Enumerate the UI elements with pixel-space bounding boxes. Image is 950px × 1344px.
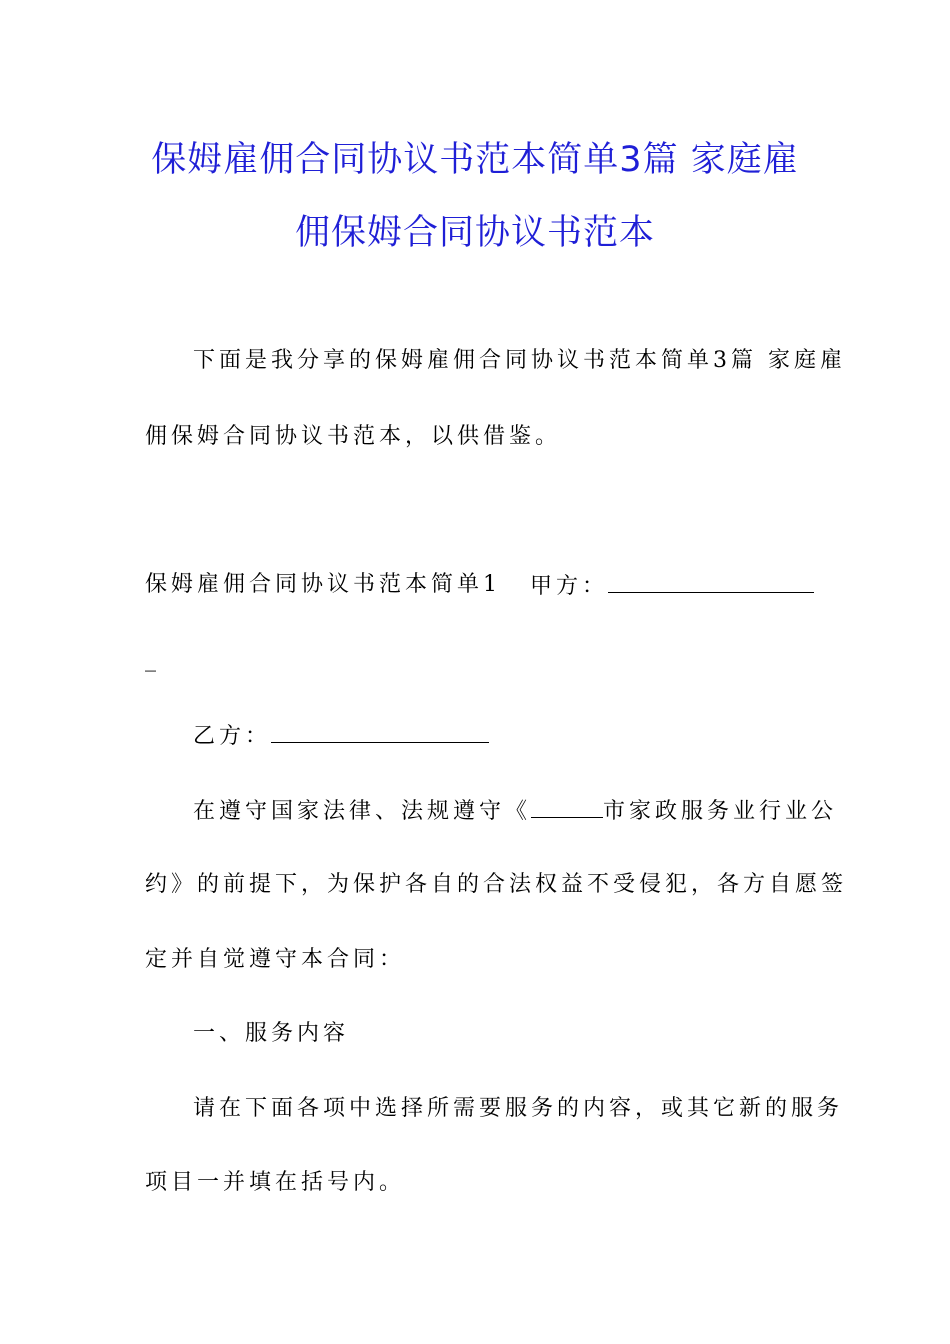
document-title-line-2: 佣保姆合同协议书范本 — [294, 213, 655, 253]
party-a-blank — [608, 570, 814, 593]
party-b-blank — [271, 720, 489, 743]
intro-line-2: 佣保姆合同协议书范本，以供借鉴。 — [145, 424, 562, 449]
party-b-label: 乙方： — [193, 724, 272, 749]
section-heading-1: 保姆雇佣合同协议书范本简单1 — [145, 572, 501, 597]
service-line-2: 项目一并填在括号内。 — [145, 1170, 406, 1195]
party-a-label: 甲方： — [530, 574, 609, 599]
party-a-blank-overflow: _ — [145, 647, 160, 672]
service-line-1: 请在下面各项中选择所需要服务的内容，或其它新的服务 — [193, 1096, 844, 1121]
paragraph-1-text-b: 市家政服务业行业公 — [603, 799, 838, 824]
intro-line-1: 下面是我分享的保姆雇佣合同协议书范本简单3篇 家庭雇 — [193, 348, 846, 373]
city-blank — [531, 795, 603, 818]
party-a-row — [530, 570, 814, 602]
paragraph-1-line-3: 定并自觉遵守本合同： — [145, 947, 406, 972]
service-heading: 一、服务内容 — [193, 1021, 350, 1046]
party-b-row — [193, 720, 489, 752]
paragraph-1-text-a: 在遵守国家法律、法规遵守《 — [193, 799, 532, 824]
paragraph-1-line-2: 约》的前提下，为保护各自的合法权益不受侵犯，各方自愿签 — [145, 872, 848, 897]
paragraph-1-line-1 — [193, 795, 837, 827]
document-title-line-1: 保姆雇佣合同协议书范本简单3篇 家庭雇 — [151, 140, 799, 180]
